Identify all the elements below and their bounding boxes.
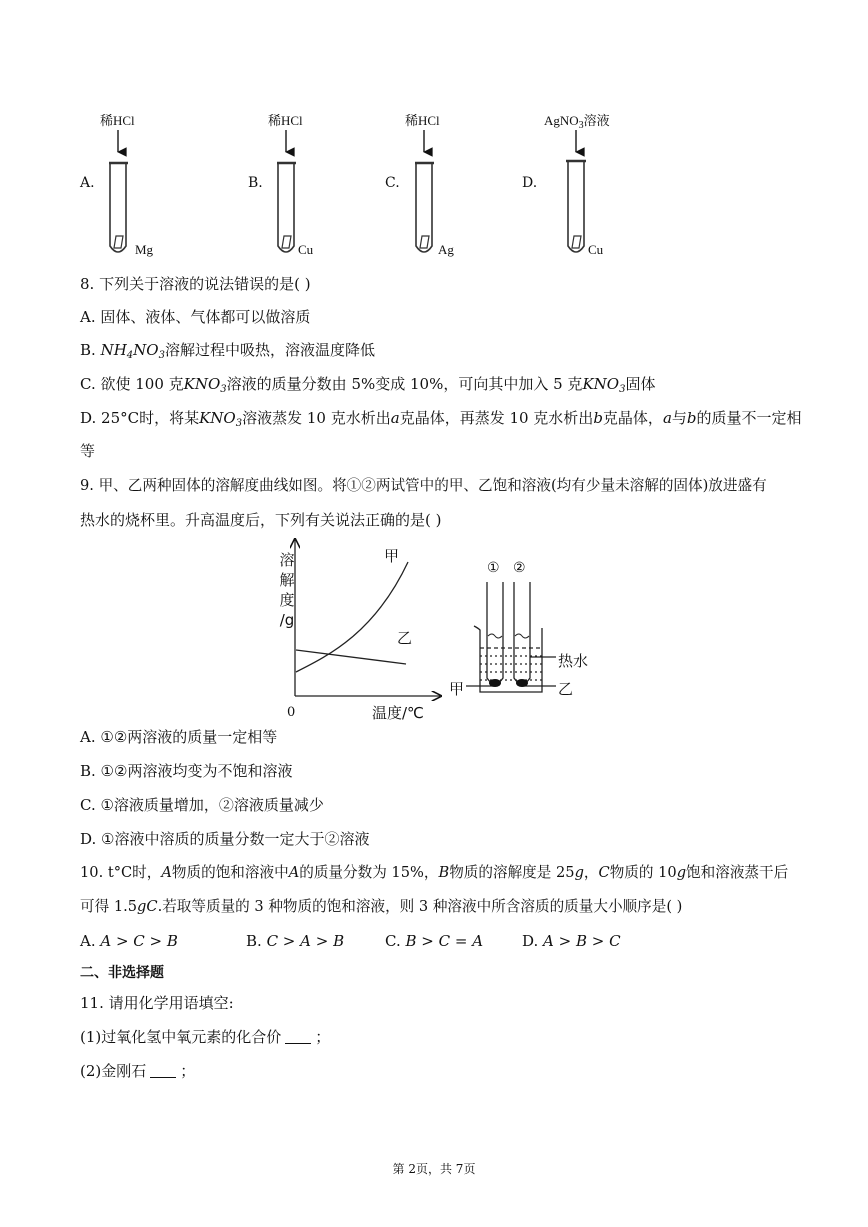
q9-hot-water-label: 热水 — [558, 652, 589, 670]
q9-curve-yi-label: 乙 — [397, 629, 413, 647]
q7-option-d-reagent: AgNO$_3$溶液 — [544, 113, 610, 131]
q9-curve-jia — [296, 562, 408, 672]
q7-option-c-letter: C. — [385, 175, 400, 191]
q9-stem-line1: 9. 甲、乙两种固体的溶解度曲线如图。将①②两试管中的甲、乙饱和溶液(均有少量未溶解的固体)放进盛有 — [80, 477, 767, 494]
q9-y-axis-label: 溶 解 度 /g — [279, 551, 295, 629]
q8-option-c: C. 欲使 100 克$KNO_3$溶液的质量分数由 5%变成 10%，可向其中加入 5 克$KNO_3$固体 — [80, 375, 656, 395]
q9-origin-label: 0 — [287, 705, 296, 720]
q10-option-d: D. A > B > C — [522, 932, 621, 950]
q11-part2-blank[interactable] — [150, 1063, 176, 1078]
q8-stem: 8. 下列关于溶液的说法错误的是( ) — [80, 275, 311, 293]
q9-option-d: D. ①溶液中溶质的质量分数一定大于②溶液 — [80, 830, 370, 848]
q7-option-d-letter: D. — [522, 175, 538, 191]
q8-option-b: B. $NH_4NO_3$溶解过程中吸热，溶液温度降低 — [80, 341, 375, 361]
q9-option-a: A. ①②两溶液的质量一定相等 — [80, 728, 278, 746]
q8-option-d-line1: D. 25°C时，将某$KNO_3$溶液蒸发 10 克水析出a克晶体，再蒸发 10 克水析出b克晶体，a与b的质量不一定相 — [80, 409, 802, 429]
q9-stem-line2: 热水的烧杯里。升高温度后，下列有关说法正确的是( ) — [80, 511, 442, 529]
q10-option-c: C. B > C = A — [385, 932, 484, 950]
q7-option-a-letter: A. — [80, 175, 95, 191]
q9-curve-yi — [296, 650, 406, 664]
q11-part1-blank[interactable] — [285, 1029, 311, 1044]
q11-stem: 11. 请用化学用语填空: — [80, 994, 234, 1012]
q10-option-a: A. A > C > B — [80, 932, 178, 950]
q7-option-a-metal: Mg — [135, 242, 154, 257]
q8-option-a: A. 固体、液体、气体都可以做溶质 — [80, 308, 311, 326]
q9-tube2-label: ② — [513, 560, 526, 576]
q8-option-d-line2: 等 — [80, 442, 96, 460]
q9-tube-2 — [514, 582, 530, 684]
q9-curve-jia-label: 甲 — [384, 547, 400, 565]
q7-option-d-metal: Cu — [588, 242, 604, 257]
q11-part2: (2)金刚石 ； — [80, 1062, 196, 1080]
section-2-heading: 二、非选择题 — [80, 965, 164, 981]
q7-option-b-metal: Cu — [298, 242, 314, 257]
q7-option-c-reagent: 稀HCl — [405, 113, 440, 128]
q9-beaker-jia-label: 甲 — [449, 680, 465, 698]
q9-option-b: B. ①②两溶液均变为不饱和溶液 — [80, 762, 293, 780]
q11-part1: (1)过氧化氢中氧元素的化合价 ； — [80, 1028, 331, 1046]
q9-tube1-label: ① — [487, 560, 500, 576]
q10-stem-line2: 可得 1.5gC.若取等质量的 3 种物质的饱和溶液，则 3 种溶液中所含溶质的质量大小顺序是( ) — [80, 898, 683, 915]
q7-option-a-reagent: 稀HCl — [100, 113, 135, 128]
q9-x-axis-label: 温度/℃ — [372, 704, 424, 722]
q9-beaker — [466, 582, 556, 692]
q9-beaker-yi-label: 乙 — [558, 680, 574, 698]
q7-option-b-letter: B. — [248, 175, 263, 191]
q9-option-c: C. ①溶液质量增加，②溶液质量减少 — [80, 796, 324, 814]
q9-tube-1 — [487, 582, 503, 684]
q7-option-c-metal: Ag — [438, 242, 454, 257]
q7-option-b-reagent: 稀HCl — [268, 113, 303, 128]
q10-stem-line1: 10. t°C时，A物质的饱和溶液中A的质量分数为 15%，B物质的溶解度是 25g，C物质的 10g饱和溶液蒸干后 — [80, 864, 789, 881]
q10-option-b: B. C > A > B — [246, 932, 345, 950]
page-footer: 第 2页，共 7页 — [392, 1162, 476, 1176]
